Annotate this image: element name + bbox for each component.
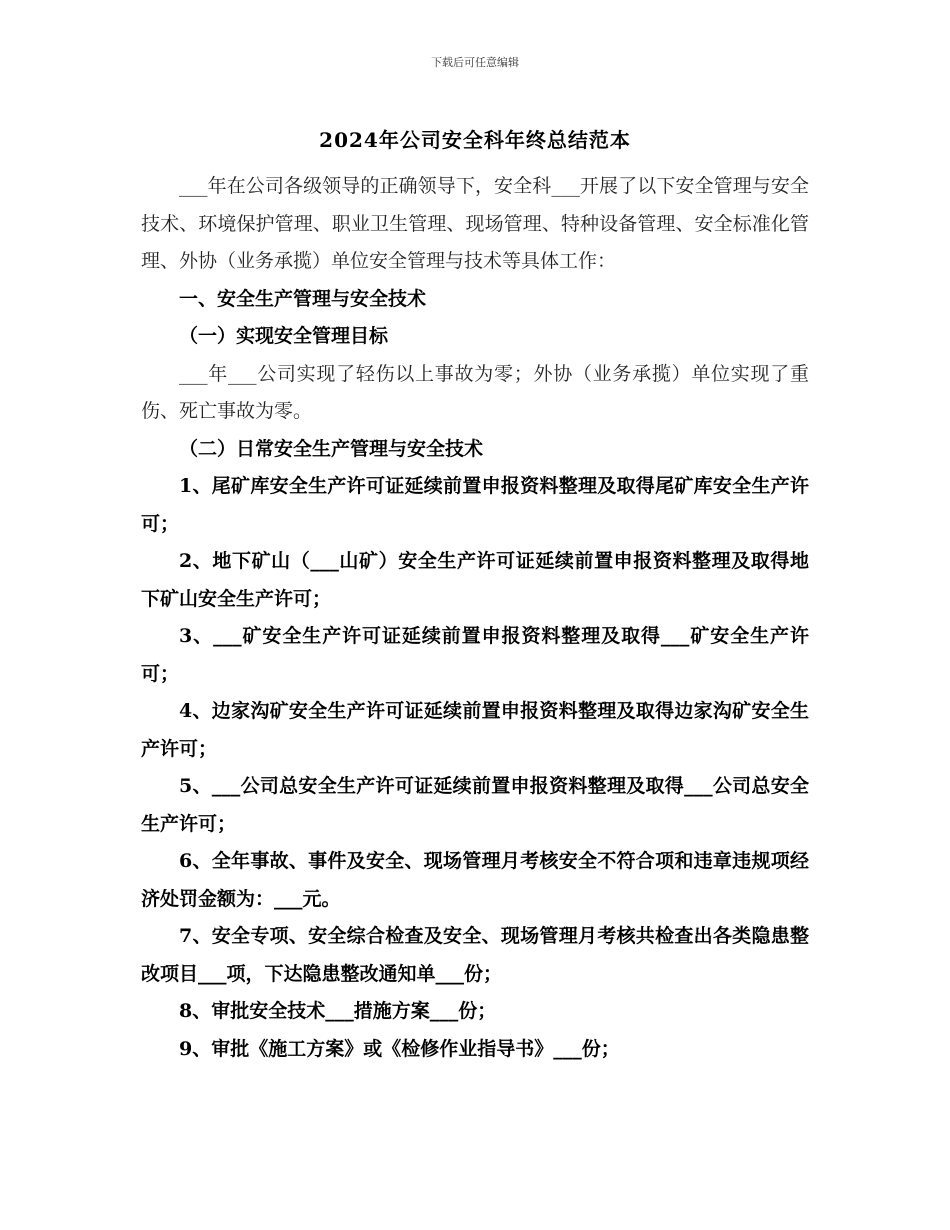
- list-item-6: 6、全年事故、事件及安全、现场管理月考核安全不符合项和违章违规项经济处罚金额为：___元。: [141, 850, 809, 910]
- target-paragraph: ___年___公司实现了轻伤以上事故为零；外协（业务承揽）单位实现了重伤、死亡事故为零。: [141, 362, 809, 422]
- list-item-5: 5、___公司总安全生产许可证延续前置申报资料整理及取得___公司总安全生产许可；: [141, 775, 809, 835]
- document-title: 2024年公司安全科年终总结范本: [319, 128, 631, 152]
- list-item-3: 3、___矿安全生产许可证延续前置申报资料整理及取得___矿安全生产许可；: [141, 625, 809, 685]
- document-body: [141, 168, 809, 1068]
- header-note: 下载后可任意编辑: [431, 56, 519, 69]
- list-item-2: 2、地下矿山（___山矿）安全生产许可证延续前置申报资料整理及取得地下矿山安全生产许可；: [141, 550, 809, 610]
- list-item-9: 9、审批《施工方案》或《检修作业指导书》___份；: [179, 1037, 620, 1060]
- list-item-7: 7、安全专项、安全综合检查及安全、现场管理月考核共检查出各类隐患整改项目___项，下达隐患整改通知单___份；: [141, 925, 809, 985]
- list-item-4: 4、边家沟矿安全生产许可证延续前置申报资料整理及取得边家沟矿安全生产许可；: [141, 700, 809, 760]
- section-heading-1: 一、安全生产管理与安全技术: [179, 287, 427, 310]
- list-item-8: 8、审批安全技术___措施方案___份；: [179, 1000, 497, 1022]
- subsection-heading-2: （二）日常安全生产管理与安全技术: [179, 437, 484, 460]
- subsection-heading-1: （一）实现安全管理目标: [179, 325, 389, 347]
- intro-paragraph: ___年在公司各级领导的正确领导下，安全科___开展了以下安全管理与安全技术、环境保护管理、职业卫生管理、现场管理、特种设备管理、安全标准化管理、外协（业务承揽）单位安全管理与技术等具体工作：: [141, 175, 809, 272]
- list-item-1: 1、尾矿库安全生产许可证延续前置申报资料整理及取得尾矿库安全生产许可；: [141, 475, 809, 535]
